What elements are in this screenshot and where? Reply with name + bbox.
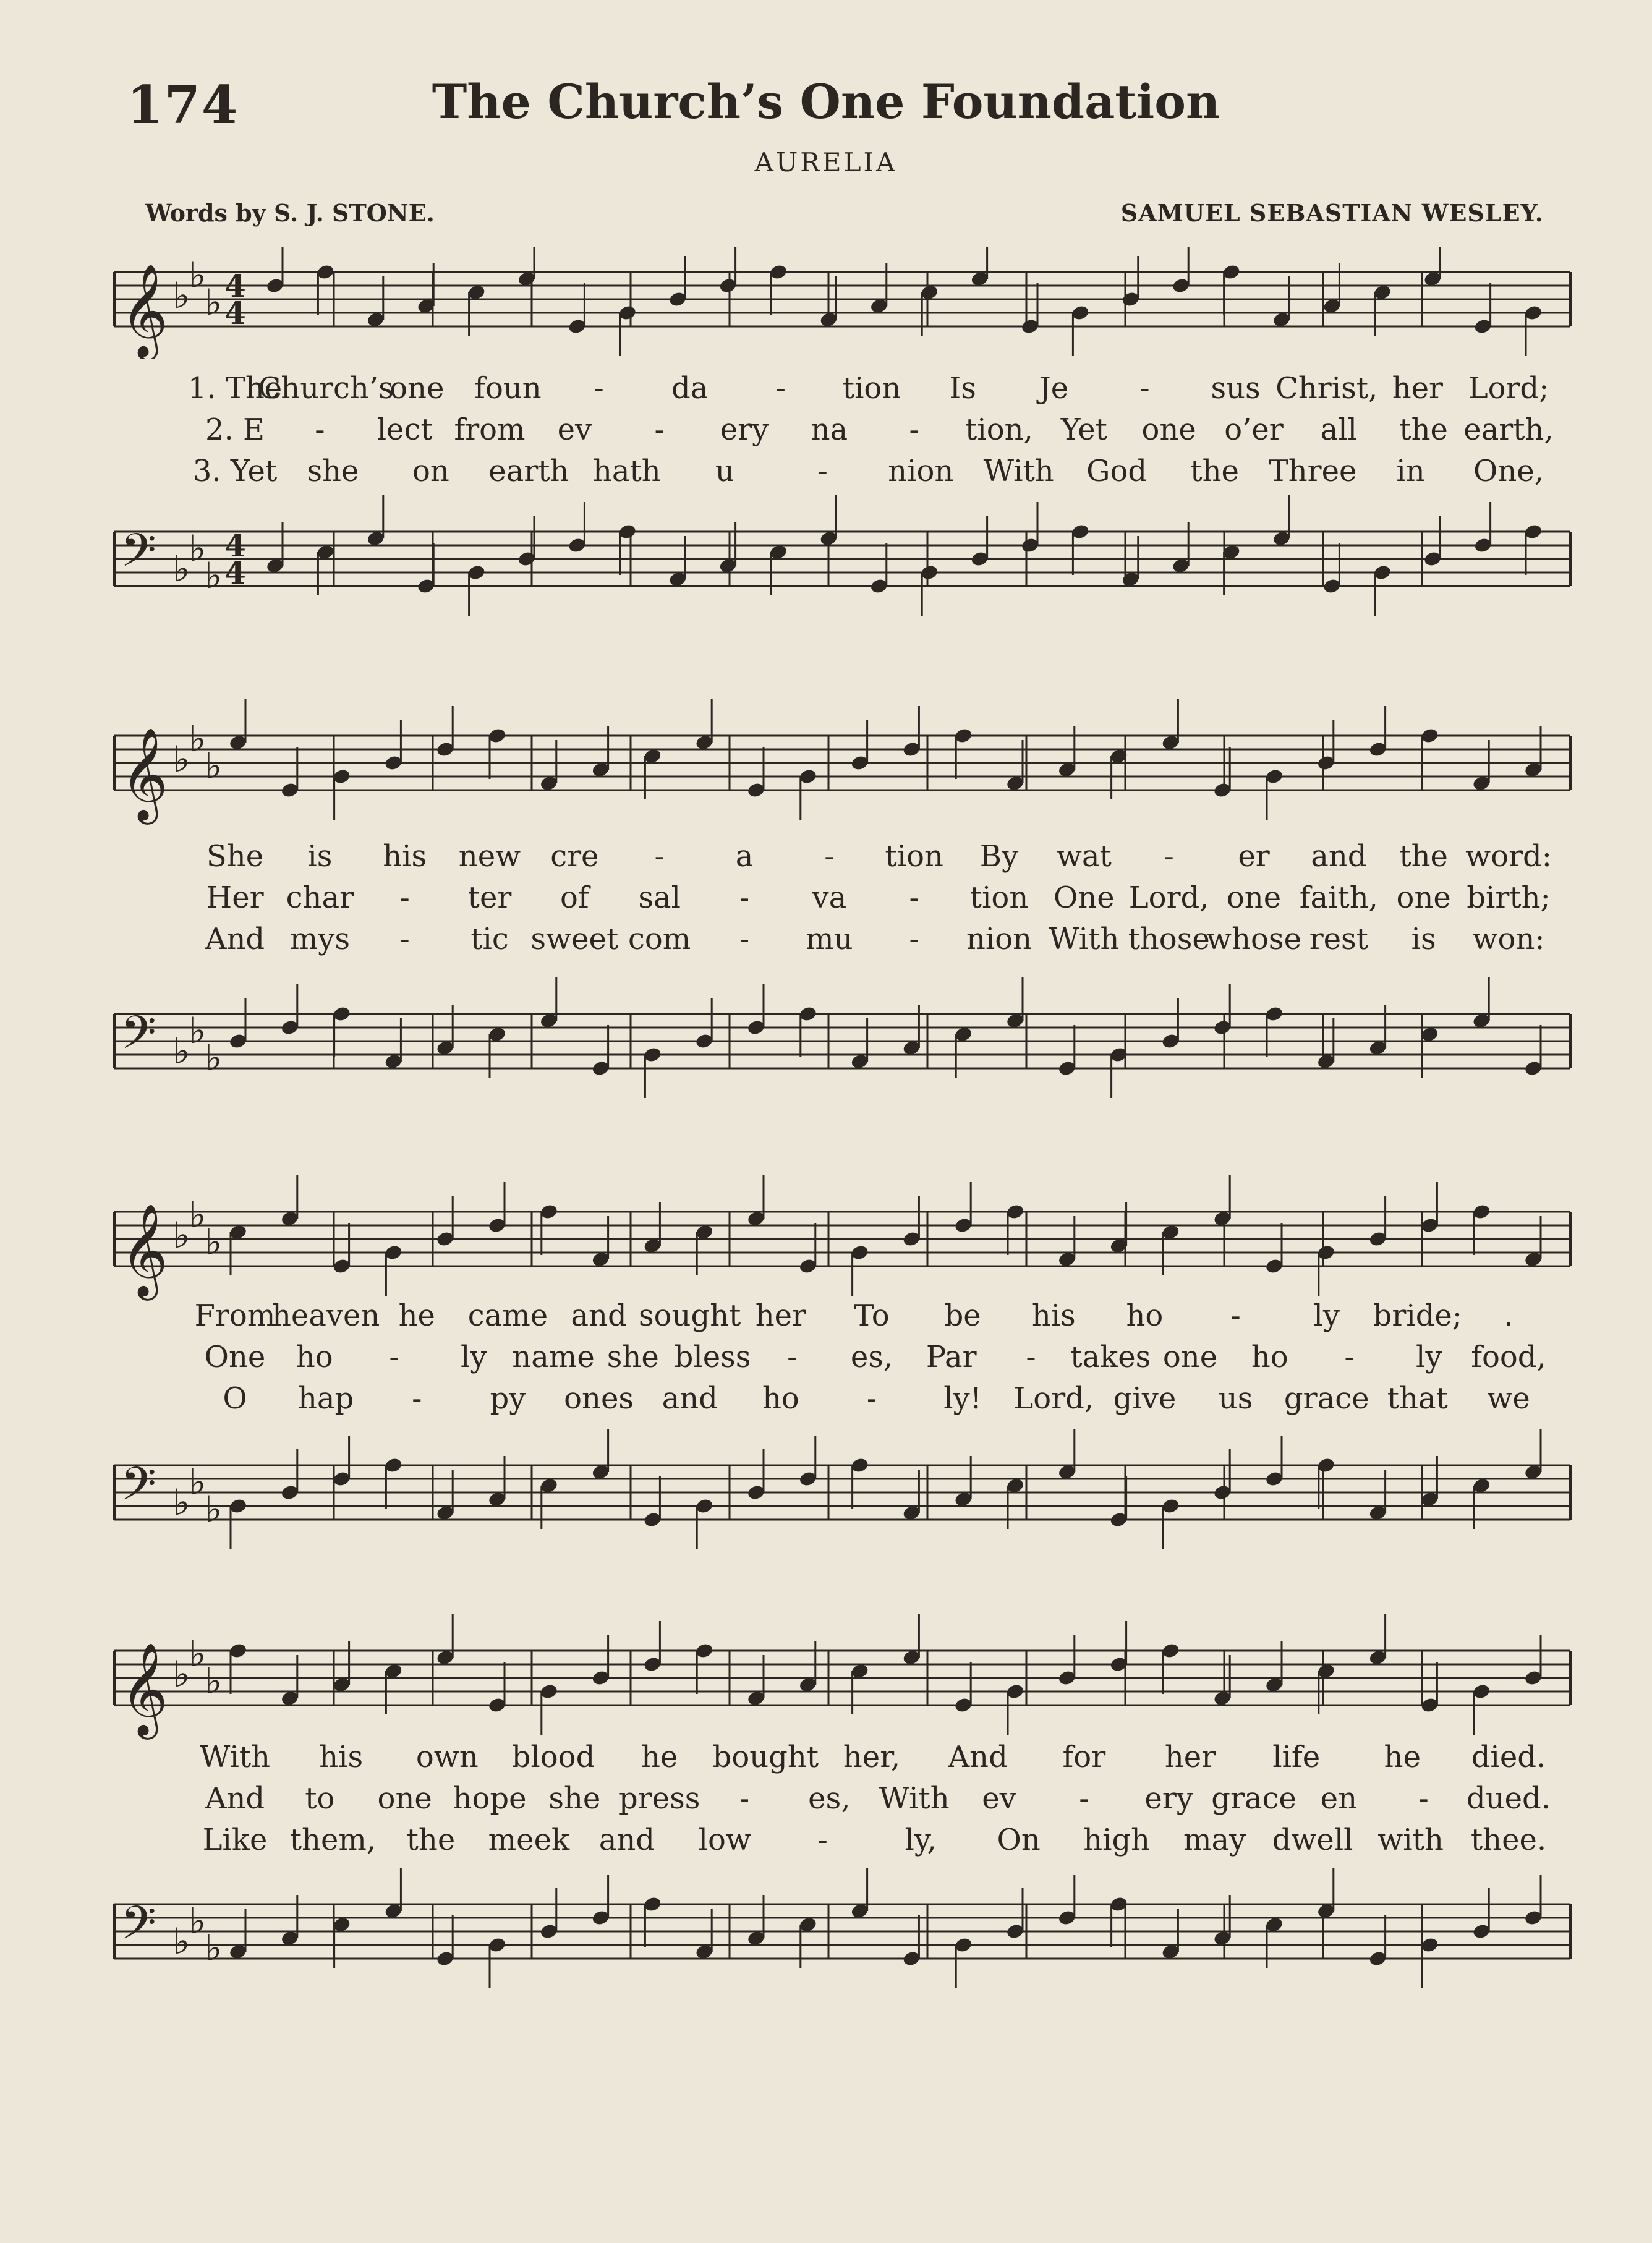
- lyric-syllable: ter: [467, 880, 512, 915]
- lyric-syllable: To: [854, 1298, 890, 1333]
- lyric-syllable: -: [1026, 1340, 1036, 1374]
- bass-clef-icon: 𝄢: [121, 1006, 156, 1071]
- lyric-syllable: one: [1162, 1340, 1218, 1374]
- lyric-syllable: One: [1053, 880, 1115, 915]
- lyric-syllable: With: [879, 1781, 950, 1816]
- lyric-syllable: own: [415, 1740, 479, 1774]
- lyric-syllable: With: [199, 1740, 271, 1774]
- time-signature-bottom: 4: [224, 295, 246, 331]
- lyric-syllable: all: [1320, 412, 1357, 447]
- lyric-syllable: wat: [1056, 839, 1112, 874]
- lyric-syllable: na: [811, 412, 848, 447]
- time-signature-top: 4: [224, 527, 246, 564]
- lyric-syllable: -: [739, 880, 750, 915]
- lyric-syllable: her: [1392, 371, 1443, 406]
- lyric-syllable: bride;: [1373, 1298, 1463, 1333]
- lyric-syllable: those: [1128, 922, 1210, 956]
- lyric-syllable: com: [628, 922, 691, 956]
- lyric-syllable: lect: [377, 412, 433, 447]
- lyric-syllable: food,: [1471, 1340, 1546, 1374]
- lyric-syllable: died.: [1471, 1740, 1546, 1774]
- lyric-syllable: She: [206, 839, 264, 874]
- lyric-syllable: whose: [1206, 922, 1301, 956]
- flat-icon: ♭: [173, 1214, 190, 1256]
- lyric-syllable: takes: [1070, 1340, 1151, 1374]
- lyric-syllable: Lord,: [1013, 1381, 1094, 1416]
- lyric-syllable: sought: [639, 1298, 741, 1333]
- lyric-syllable: ones: [564, 1381, 634, 1416]
- lyric-syllable: -: [594, 371, 604, 406]
- lyric-syllable: Je: [1039, 371, 1069, 406]
- lyric-syllable: -: [1139, 371, 1150, 406]
- lyric-line-4-3: [0, 1821, 1652, 1858]
- lyric-syllable: With: [983, 454, 1054, 488]
- lyric-syllable: And: [205, 1781, 265, 1816]
- lyric-syllable: low: [698, 1823, 751, 1857]
- tune-name: AURELIA: [754, 147, 898, 177]
- lyric-syllable: one: [1141, 412, 1196, 447]
- lyric-syllable: them,: [289, 1823, 377, 1857]
- lyric-line-4-2: [0, 1780, 1652, 1817]
- lyric-syllable: O: [223, 1381, 247, 1416]
- lyric-syllable: dued.: [1466, 1781, 1551, 1816]
- lyric-syllable: she: [307, 454, 359, 488]
- flat-icon: ♭: [189, 1633, 206, 1675]
- lyric-syllable: .: [1504, 1298, 1514, 1333]
- lyric-syllable: es,: [808, 1781, 851, 1816]
- lyric-syllable: en: [1320, 1781, 1357, 1816]
- lyric-syllable: cre: [550, 839, 599, 874]
- lyric-syllable: On: [997, 1823, 1041, 1857]
- lyric-syllable: we: [1487, 1381, 1530, 1416]
- flat-icon: ♭: [189, 1010, 206, 1052]
- lyric-syllable: hath: [592, 454, 661, 488]
- lyric-syllable: his: [383, 839, 427, 874]
- lyric-syllable: press: [618, 1781, 700, 1816]
- lyric-syllable: foun: [474, 371, 542, 406]
- flat-icon: ♭: [205, 1660, 223, 1702]
- lyric-syllable: the: [1190, 454, 1239, 488]
- lyric-syllable: -: [817, 454, 828, 488]
- lyric-syllable: sal: [638, 880, 681, 915]
- lyric-syllable: is: [307, 839, 333, 874]
- time-signature-bottom: 4: [224, 555, 246, 591]
- lyric-syllable: on: [412, 454, 449, 488]
- lyric-syllable: faith,: [1299, 880, 1378, 915]
- flat-icon: ♭: [173, 1030, 190, 1072]
- lyric-syllable: -: [824, 839, 835, 874]
- lyric-syllable: grace: [1211, 1781, 1296, 1816]
- lyric-syllable: -: [389, 1340, 399, 1374]
- lyric-syllable: the: [1399, 412, 1448, 447]
- lyric-syllable: Christ,: [1275, 371, 1378, 406]
- lyric-syllable: with: [1377, 1823, 1444, 1857]
- lyric-syllable: ho: [1251, 1340, 1288, 1374]
- lyric-syllable: ly!: [943, 1381, 982, 1416]
- lyric-syllable: his: [319, 1740, 364, 1774]
- lyric-syllable: -: [1079, 1781, 1089, 1816]
- lyric-syllable: sweet: [530, 922, 619, 956]
- lyric-syllable: ho: [1126, 1298, 1164, 1333]
- flat-icon: ♭: [189, 254, 206, 296]
- lyric-syllable: -: [412, 1381, 422, 1416]
- lyric-syllable: char: [286, 880, 354, 915]
- lyric-syllable: blood: [511, 1740, 595, 1774]
- words-credit: Words by S. J. STONE.: [145, 199, 435, 227]
- hymn-number: 174: [127, 74, 239, 135]
- hymn-title: The Church’s One Foundation: [432, 74, 1220, 129]
- lyric-syllable: her,: [843, 1740, 901, 1774]
- lyric-syllable: us: [1218, 1381, 1253, 1416]
- music-credit: SAMUEL SEBASTIAN WESLEY.: [1120, 199, 1544, 227]
- lyric-syllable: ly: [1313, 1298, 1340, 1333]
- lyric-syllable: -: [866, 1381, 877, 1416]
- lyric-syllable: the: [1399, 839, 1448, 874]
- lyric-syllable: earth: [488, 454, 569, 488]
- lyric-syllable: -: [654, 839, 665, 874]
- lyric-syllable: ev: [557, 412, 592, 447]
- lyric-syllable: word:: [1465, 839, 1552, 874]
- lyric-syllable: va: [812, 880, 847, 915]
- lyric-syllable: heaven: [271, 1298, 380, 1333]
- lyric-syllable: sus: [1211, 371, 1261, 406]
- lyric-syllable: in: [1396, 454, 1425, 488]
- lyric-syllable: tion,: [965, 412, 1033, 447]
- lyric-syllable: one: [377, 1781, 432, 1816]
- treble-staff-system-1: [0, 247, 1652, 359]
- bass-clef-icon: 𝄢: [121, 1896, 156, 1961]
- lyric-syllable: One: [204, 1340, 266, 1374]
- lyric-syllable: ev: [982, 1781, 1016, 1816]
- treble-clef-icon: 𝄞: [121, 1641, 168, 1735]
- lyric-syllable: ly: [461, 1340, 487, 1374]
- flat-icon: ♭: [173, 1653, 190, 1695]
- lyric-syllable: nion: [888, 454, 954, 488]
- lyric-syllable: 3. Yet: [192, 454, 278, 488]
- lyric-syllable: birth;: [1467, 880, 1551, 915]
- lyric-syllable: that: [1387, 1381, 1448, 1416]
- lyric-syllable: his: [1031, 1298, 1076, 1333]
- lyric-syllable: And: [948, 1740, 1008, 1774]
- bass-clef-icon: 𝄢: [121, 524, 156, 589]
- flat-icon: ♭: [189, 527, 206, 569]
- flat-icon: ♭: [189, 1900, 206, 1942]
- lyric-syllable: her: [755, 1298, 806, 1333]
- flat-icon: ♭: [173, 548, 190, 590]
- lyric-syllable: er: [1238, 839, 1270, 874]
- lyric-syllable: -: [909, 922, 919, 956]
- lyric-syllable: to: [305, 1781, 335, 1816]
- bass-staff-system-3: [0, 1422, 1652, 1564]
- lyric-syllable: her: [1164, 1740, 1216, 1774]
- lyric-syllable: Par: [926, 1340, 977, 1374]
- lyric-syllable: one: [1396, 880, 1451, 915]
- lyric-syllable: she: [548, 1781, 601, 1816]
- lyric-syllable: from: [454, 412, 526, 447]
- lyric-syllable: -: [1230, 1298, 1241, 1333]
- lyric-syllable: mys: [289, 922, 350, 956]
- lyric-syllable: came: [467, 1298, 548, 1333]
- lyric-syllable: -: [775, 371, 786, 406]
- treble-staff-system-2: [0, 692, 1652, 835]
- lyric-syllable: a: [735, 839, 754, 874]
- lyric-line-1-2: [0, 411, 1652, 448]
- lyric-syllable: mu: [806, 922, 853, 956]
- flat-icon: ♭: [205, 1037, 223, 1079]
- treble-clef-icon: 𝄞: [121, 263, 168, 357]
- lyric-syllable: ery: [720, 412, 769, 447]
- lyric-line-1-3: [0, 453, 1652, 490]
- lyric-syllable: and: [1311, 839, 1367, 874]
- lyric-syllable: and: [571, 1298, 627, 1333]
- lyric-syllable: u: [715, 454, 734, 488]
- flat-icon: ♭: [189, 1194, 206, 1236]
- lyric-syllable: grace: [1284, 1381, 1369, 1416]
- lyric-syllable: life: [1272, 1740, 1321, 1774]
- flat-icon: ♭: [173, 1481, 190, 1523]
- lyric-syllable: hap: [298, 1381, 354, 1416]
- lyric-syllable: Three: [1268, 454, 1357, 488]
- lyric-syllable: she: [607, 1340, 659, 1374]
- bass-staff-system-1: [0, 495, 1652, 637]
- lyric-syllable: ly,: [905, 1823, 937, 1857]
- lyric-syllable: tion: [969, 880, 1029, 915]
- lyric-syllable: One,: [1473, 454, 1544, 488]
- lyric-syllable: -: [909, 880, 919, 915]
- lyric-syllable: From: [194, 1298, 276, 1333]
- lyric-syllable: py: [490, 1381, 526, 1416]
- treble-staff-system-4: [0, 1607, 1652, 1750]
- lyric-line-3-2: [0, 1339, 1652, 1376]
- lyric-syllable: And: [205, 922, 265, 956]
- flat-icon: ♭: [173, 1920, 190, 1962]
- treble-clef-icon: 𝄞: [121, 1202, 168, 1296]
- flat-icon: ♭: [205, 555, 223, 597]
- lyric-syllable: he: [1384, 1740, 1421, 1774]
- lyric-syllable: -: [399, 922, 410, 956]
- lyric-syllable: By: [979, 839, 1019, 874]
- lyric-syllable: ly: [1416, 1340, 1442, 1374]
- lyric-syllable: Church’s: [258, 371, 394, 406]
- lyric-syllable: bought: [712, 1740, 819, 1774]
- lyric-syllable: high: [1083, 1823, 1151, 1857]
- lyric-syllable: won:: [1472, 922, 1545, 956]
- lyric-syllable: hope: [453, 1781, 527, 1816]
- lyric-syllable: meek: [488, 1823, 570, 1857]
- lyric-syllable: -: [739, 1781, 750, 1816]
- bass-clef-icon: 𝄢: [121, 1457, 156, 1522]
- lyric-syllable: -: [1418, 1781, 1429, 1816]
- lyric-syllable: new: [458, 839, 521, 874]
- flat-icon: ♭: [173, 738, 190, 780]
- lyric-syllable: -: [909, 412, 919, 447]
- lyric-syllable: Lord,: [1128, 880, 1209, 915]
- lyric-syllable: be: [944, 1298, 981, 1333]
- flat-icon: ♭: [205, 1221, 223, 1263]
- flat-icon: ♭: [189, 718, 206, 760]
- lyric-line-4-1: [0, 1739, 1652, 1776]
- lyric-line-2-2: [0, 879, 1652, 916]
- lyric-syllable: he: [641, 1740, 678, 1774]
- lyric-syllable: thee.: [1470, 1823, 1547, 1857]
- bass-staff-system-4: [0, 1861, 1652, 2003]
- lyric-syllable: give: [1113, 1381, 1177, 1416]
- lyric-syllable: -: [315, 412, 325, 447]
- time-signature-top: 4: [224, 268, 246, 304]
- lyric-syllable: the: [406, 1823, 456, 1857]
- lyric-syllable: es,: [850, 1340, 893, 1374]
- flat-icon: ♭: [205, 281, 223, 323]
- lyric-syllable: 1. The: [187, 371, 283, 406]
- lyric-syllable: dwell: [1272, 1823, 1353, 1857]
- lyric-syllable: and: [662, 1381, 718, 1416]
- flat-icon: ♭: [205, 1488, 223, 1530]
- lyric-syllable: ho: [296, 1340, 333, 1374]
- lyric-syllable: -: [399, 880, 410, 915]
- lyric-syllable: Is: [949, 371, 976, 406]
- lyric-syllable: may: [1183, 1823, 1246, 1857]
- bass-staff-system-2: [0, 964, 1652, 1131]
- lyric-syllable: name: [512, 1340, 595, 1374]
- lyric-syllable: o’er: [1224, 412, 1284, 447]
- lyric-syllable: bless: [674, 1340, 751, 1374]
- lyric-line-3-3: [0, 1380, 1652, 1417]
- flat-icon: ♭: [173, 275, 190, 317]
- lyric-line-2-1: [0, 838, 1652, 875]
- lyric-line-3-1: [0, 1297, 1652, 1334]
- lyric-syllable: nion: [966, 922, 1032, 956]
- lyric-syllable: Her: [206, 880, 264, 915]
- lyric-syllable: ery: [1144, 1781, 1193, 1816]
- lyric-syllable: earth,: [1463, 412, 1554, 447]
- lyric-syllable: -: [654, 412, 665, 447]
- lyric-syllable: 2. E: [205, 412, 265, 447]
- lyric-syllable: -: [1164, 839, 1174, 874]
- lyric-syllable: -: [1344, 1340, 1355, 1374]
- lyric-syllable: tion: [885, 839, 943, 874]
- lyric-syllable: -: [739, 922, 750, 956]
- lyric-syllable: da: [671, 371, 709, 406]
- lyric-syllable: With: [1049, 922, 1120, 956]
- lyric-syllable: Like: [202, 1823, 268, 1857]
- lyric-syllable: -: [787, 1340, 798, 1374]
- lyric-syllable: -: [817, 1823, 828, 1857]
- lyric-syllable: rest: [1309, 922, 1368, 956]
- lyric-syllable: Lord;: [1468, 371, 1549, 406]
- lyric-syllable: tion: [842, 371, 901, 406]
- lyric-syllable: is: [1411, 922, 1436, 956]
- flat-icon: ♭: [205, 1927, 223, 1969]
- lyric-syllable: one: [1226, 880, 1282, 915]
- lyric-syllable: tic: [470, 922, 509, 956]
- lyric-syllable: he: [398, 1298, 435, 1333]
- flat-icon: ♭: [205, 745, 223, 787]
- flat-icon: ♭: [189, 1461, 206, 1503]
- lyric-syllable: of: [560, 880, 589, 915]
- treble-clef-icon: 𝄞: [121, 726, 168, 820]
- lyric-syllable: one: [390, 371, 445, 406]
- lyric-line-2-3: [0, 921, 1652, 958]
- lyric-syllable: and: [598, 1823, 655, 1857]
- lyric-syllable: God: [1086, 454, 1147, 488]
- lyric-line-1-1: [0, 370, 1652, 407]
- lyric-syllable: ho: [762, 1381, 799, 1416]
- treble-staff-system-3: [0, 1168, 1652, 1311]
- lyric-syllable: for: [1062, 1740, 1106, 1774]
- lyric-syllable: Yet: [1060, 412, 1107, 447]
